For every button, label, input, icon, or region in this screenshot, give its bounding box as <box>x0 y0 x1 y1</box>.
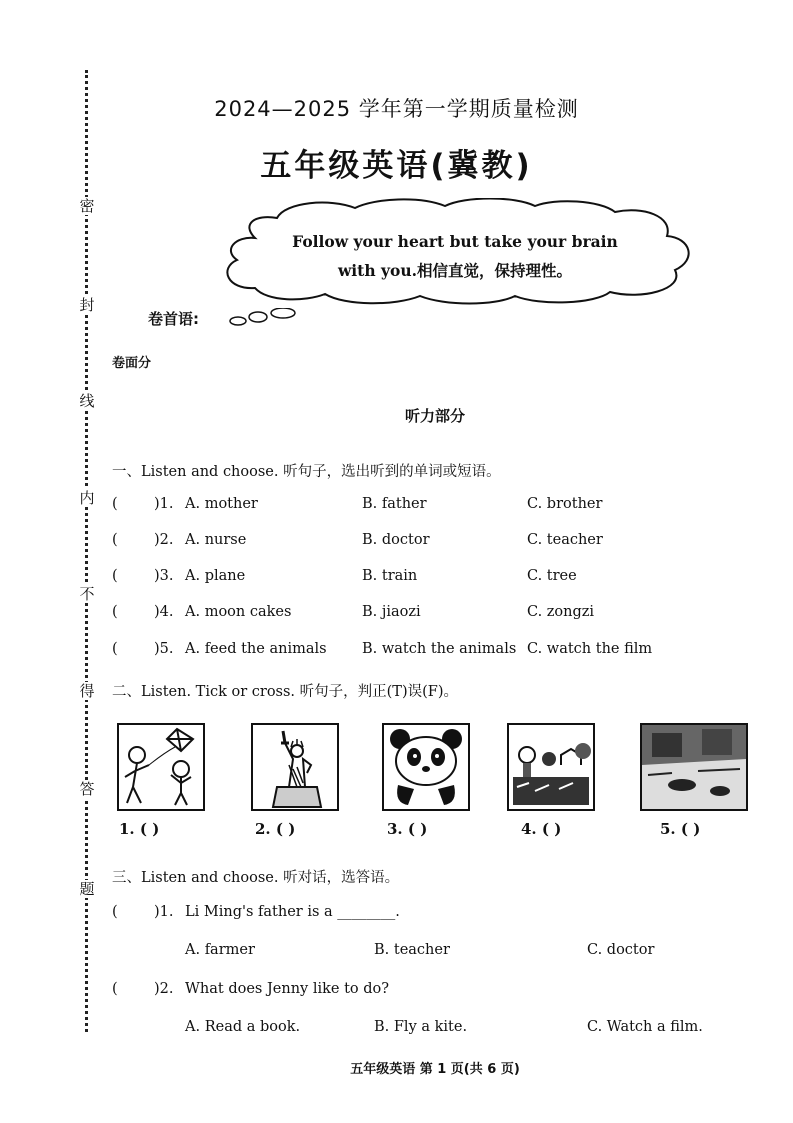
option-c: C. zongzi <box>527 604 595 620</box>
picture-answer-5[interactable]: 5. ( ) <box>660 820 701 838</box>
option-a: A. nurse <box>185 532 247 548</box>
listening-section-title: 听力部分 <box>404 407 465 425</box>
binding-char: 得 <box>79 682 95 700</box>
question-number: )3. <box>154 568 174 584</box>
option-b: B. teacher <box>374 942 450 958</box>
option-a: A. mother <box>185 496 258 512</box>
kite-flying-icon <box>117 723 205 811</box>
picture-answer-4[interactable]: 4. ( ) <box>521 820 562 838</box>
question-text: What does Jenny like to do? <box>185 981 390 997</box>
exam-title: 2024—2025 学年第一学期质量检测 <box>214 97 579 121</box>
answer-paren[interactable]: ( <box>112 532 118 548</box>
option-b: B. watch the animals <box>362 641 517 657</box>
option-a: A. feed the animals <box>185 641 327 657</box>
answer-paren[interactable]: ( <box>112 568 118 584</box>
option-c: C. brother <box>527 496 603 512</box>
binding-char: 封 <box>79 296 95 314</box>
option-b: B. jiaozi <box>362 604 421 620</box>
option-a: A. Read a book. <box>185 1019 301 1035</box>
score-label: 卷面分 <box>112 356 152 371</box>
question-number: )1. <box>154 496 174 512</box>
thought-bubbles-icon <box>228 308 298 328</box>
motto-line-1: Follow your heart but take your brain <box>292 232 618 251</box>
answer-paren[interactable]: ( <box>112 981 118 997</box>
picture-answer-2[interactable]: 2. ( ) <box>255 820 296 838</box>
winter-scene-icon <box>640 723 748 811</box>
option-b: B. train <box>362 568 418 584</box>
option-b: B. father <box>362 496 427 512</box>
statue-of-liberty-icon <box>251 723 339 811</box>
answer-paren[interactable]: ( <box>112 604 118 620</box>
binding-char: 线 <box>79 392 95 410</box>
answer-paren[interactable]: ( <box>112 496 118 512</box>
picture-answer-3[interactable]: 3. ( ) <box>387 820 428 838</box>
part1-heading: 一、Listen and choose. 听句子，选出听到的单词或短语。 <box>112 464 501 480</box>
option-a: A. moon cakes <box>185 604 292 620</box>
part3-heading: 三、Listen and choose. 听对话，选答语。 <box>112 870 400 886</box>
question-text: Li Ming's father is a ________. <box>185 904 400 920</box>
farm-scene-icon <box>507 723 595 811</box>
motto-line-2: with you.相信直觉，保持理性。 <box>337 261 573 280</box>
subject-title: 五年级英语(冀教) <box>260 148 533 184</box>
question-number: )2. <box>154 532 174 548</box>
picture-answer-1[interactable]: 1. ( ) <box>119 820 160 838</box>
question-number: )1. <box>154 904 174 920</box>
part2-heading: 二、Listen. Tick or cross. 听句子，判正(T)误(F)。 <box>112 684 459 700</box>
motto-label: 卷首语: <box>148 310 199 328</box>
page-footer: 五年级英语 第 1 页(共 6 页) <box>350 1062 520 1077</box>
binding-char: 题 <box>79 880 95 898</box>
binding-char: 答 <box>79 780 95 798</box>
option-b: B. Fly a kite. <box>374 1019 468 1035</box>
option-c: C. doctor <box>587 942 655 958</box>
answer-paren[interactable]: ( <box>112 641 118 657</box>
option-c: C. tree <box>527 568 577 584</box>
option-c: C. teacher <box>527 532 603 548</box>
option-a: A. plane <box>185 568 246 584</box>
answer-paren[interactable]: ( <box>112 904 118 920</box>
binding-char: 密 <box>79 197 95 215</box>
option-a: A. farmer <box>185 942 255 958</box>
question-number: )2. <box>154 981 174 997</box>
option-b: B. doctor <box>362 532 430 548</box>
panda-icon <box>382 723 470 811</box>
binding-char: 不 <box>79 585 95 603</box>
question-number: )4. <box>154 604 174 620</box>
option-c: C. watch the film <box>527 641 653 657</box>
binding-char: 内 <box>79 489 95 507</box>
option-c: C. Watch a film. <box>587 1019 703 1035</box>
motto-text <box>270 227 640 285</box>
question-number: )5. <box>154 641 174 657</box>
